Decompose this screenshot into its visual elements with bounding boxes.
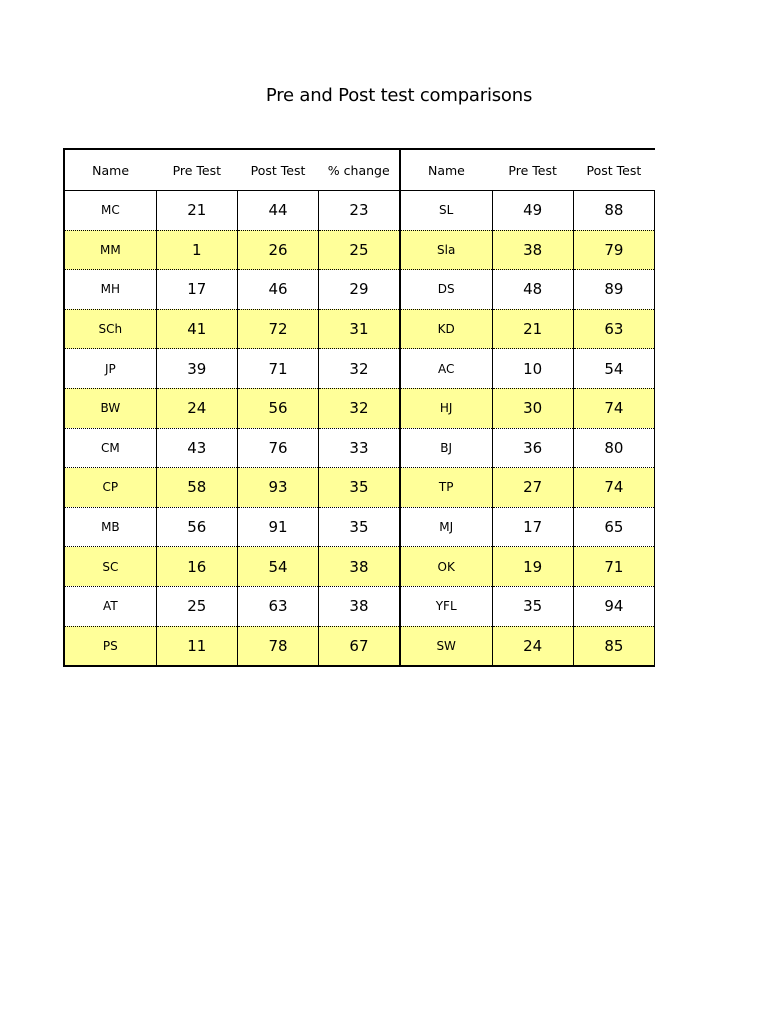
header-post-test-left: Post Test bbox=[237, 149, 318, 191]
post-test-cell: 71 bbox=[573, 547, 654, 587]
percent-change-cell: 35 bbox=[319, 507, 400, 547]
percent-change-cell: 23 bbox=[319, 191, 400, 231]
student-name-cell: MB bbox=[64, 507, 156, 547]
header-name-left: Name bbox=[64, 149, 156, 191]
student-name-cell: BJ bbox=[400, 428, 492, 468]
header-post-test-right: Post Test bbox=[573, 149, 654, 191]
student-name-cell: MJ bbox=[400, 507, 492, 547]
post-test-cell: 44 bbox=[237, 191, 318, 231]
post-test-cell: 63 bbox=[573, 309, 654, 349]
student-name-cell: OK bbox=[400, 547, 492, 587]
table-row bbox=[64, 388, 655, 428]
pre-test-cell: 58 bbox=[156, 468, 237, 508]
student-name-cell: SCh bbox=[64, 309, 156, 349]
student-name-cell: Sla bbox=[400, 230, 492, 270]
student-name-cell: MM bbox=[64, 230, 156, 270]
percent-change-cell: 25 bbox=[319, 230, 400, 270]
percent-change-cell: 29 bbox=[319, 270, 400, 310]
student-name-cell: TP bbox=[400, 468, 492, 508]
pre-test-cell: 56 bbox=[156, 507, 237, 547]
post-test-cell: 65 bbox=[573, 507, 654, 547]
table-row bbox=[64, 349, 655, 389]
post-test-cell: 79 bbox=[573, 230, 654, 270]
pre-test-cell: 39 bbox=[156, 349, 237, 389]
header-percent-change: % change bbox=[319, 149, 400, 191]
post-test-cell: 88 bbox=[573, 191, 654, 231]
percent-change-cell: 38 bbox=[319, 547, 400, 587]
pre-test-cell: 21 bbox=[156, 191, 237, 231]
post-test-cell: 72 bbox=[237, 309, 318, 349]
percent-change-cell: 67 bbox=[319, 626, 400, 666]
pre-test-cell: 21 bbox=[492, 309, 573, 349]
table-row bbox=[64, 468, 655, 508]
student-name-cell: SW bbox=[400, 626, 492, 666]
post-test-cell: 80 bbox=[573, 428, 654, 468]
pre-test-cell: 19 bbox=[492, 547, 573, 587]
percent-change-cell: 35 bbox=[319, 468, 400, 508]
post-test-cell: 54 bbox=[573, 349, 654, 389]
post-test-cell: 71 bbox=[237, 349, 318, 389]
table-header-row bbox=[64, 149, 655, 191]
pre-test-cell: 35 bbox=[492, 586, 573, 626]
pre-test-cell: 49 bbox=[492, 191, 573, 231]
post-test-cell: 89 bbox=[573, 270, 654, 310]
table-row bbox=[64, 230, 655, 270]
post-test-cell: 93 bbox=[237, 468, 318, 508]
table-body bbox=[64, 191, 655, 667]
comparison-table-container bbox=[63, 148, 655, 667]
pre-test-cell: 27 bbox=[492, 468, 573, 508]
header-pre-test-right: Pre Test bbox=[492, 149, 573, 191]
table-row bbox=[64, 309, 655, 349]
student-name-cell: AC bbox=[400, 349, 492, 389]
post-test-cell: 94 bbox=[573, 586, 654, 626]
student-name-cell: JP bbox=[64, 349, 156, 389]
student-name-cell: CM bbox=[64, 428, 156, 468]
table-row bbox=[64, 507, 655, 547]
table-row bbox=[64, 547, 655, 587]
pre-test-cell: 38 bbox=[492, 230, 573, 270]
student-name-cell: AT bbox=[64, 586, 156, 626]
percent-change-cell: 38 bbox=[319, 586, 400, 626]
pre-test-cell: 25 bbox=[156, 586, 237, 626]
pre-test-cell: 24 bbox=[156, 388, 237, 428]
post-test-cell: 56 bbox=[237, 388, 318, 428]
post-test-cell: 46 bbox=[237, 270, 318, 310]
student-name-cell: CP bbox=[64, 468, 156, 508]
table-row bbox=[64, 586, 655, 626]
post-test-cell: 63 bbox=[237, 586, 318, 626]
student-name-cell: BW bbox=[64, 388, 156, 428]
header-name-right: Name bbox=[400, 149, 492, 191]
pre-test-cell: 36 bbox=[492, 428, 573, 468]
table-row bbox=[64, 270, 655, 310]
student-name-cell: SL bbox=[400, 191, 492, 231]
comparison-table bbox=[63, 148, 655, 667]
table-row bbox=[64, 428, 655, 468]
pre-test-cell: 48 bbox=[492, 270, 573, 310]
post-test-cell: 78 bbox=[237, 626, 318, 666]
post-test-cell: 76 bbox=[237, 428, 318, 468]
post-test-cell: 74 bbox=[573, 388, 654, 428]
student-name-cell: MH bbox=[64, 270, 156, 310]
page-title: Pre and Post test comparisons bbox=[265, 85, 533, 106]
pre-test-cell: 41 bbox=[156, 309, 237, 349]
pre-test-cell: 10 bbox=[492, 349, 573, 389]
post-test-cell: 91 bbox=[237, 507, 318, 547]
student-name-cell: YFL bbox=[400, 586, 492, 626]
pre-test-cell: 17 bbox=[492, 507, 573, 547]
table-row bbox=[64, 626, 655, 666]
pre-test-cell: 16 bbox=[156, 547, 237, 587]
pre-test-cell: 30 bbox=[492, 388, 573, 428]
percent-change-cell: 32 bbox=[319, 349, 400, 389]
pre-test-cell: 17 bbox=[156, 270, 237, 310]
post-test-cell: 85 bbox=[573, 626, 654, 666]
pre-test-cell: 11 bbox=[156, 626, 237, 666]
pre-test-cell: 1 bbox=[156, 230, 237, 270]
table-row bbox=[64, 191, 655, 231]
student-name-cell: KD bbox=[400, 309, 492, 349]
percent-change-cell: 31 bbox=[319, 309, 400, 349]
student-name-cell: DS bbox=[400, 270, 492, 310]
percent-change-cell: 33 bbox=[319, 428, 400, 468]
student-name-cell: SC bbox=[64, 547, 156, 587]
post-test-cell: 74 bbox=[573, 468, 654, 508]
header-pre-test-left: Pre Test bbox=[156, 149, 237, 191]
pre-test-cell: 43 bbox=[156, 428, 237, 468]
student-name-cell: PS bbox=[64, 626, 156, 666]
student-name-cell: HJ bbox=[400, 388, 492, 428]
percent-change-cell: 32 bbox=[319, 388, 400, 428]
student-name-cell: MC bbox=[64, 191, 156, 231]
post-test-cell: 26 bbox=[237, 230, 318, 270]
post-test-cell: 54 bbox=[237, 547, 318, 587]
pre-test-cell: 24 bbox=[492, 626, 573, 666]
